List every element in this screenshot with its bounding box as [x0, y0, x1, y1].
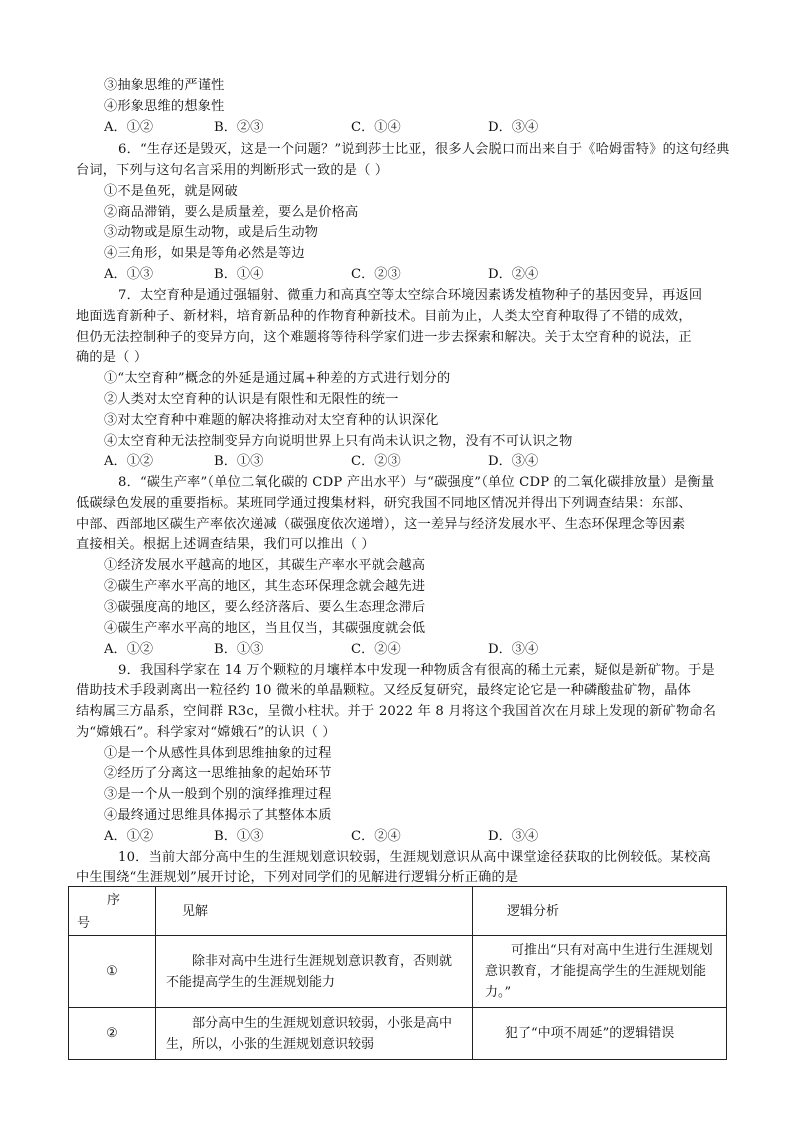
option-a: A．①② — [104, 120, 154, 135]
table-header-row — [69, 887, 727, 936]
header-no-cell — [69, 887, 156, 936]
row-number: ② — [69, 1008, 156, 1060]
item-line: ③动物或是原生动物，或是后生动物 — [104, 225, 319, 240]
question-9-stem: 借助技术手段剥离出一粒径约 10 微米的单晶颗粒。又经反复研究，最终定论它是一种磷酸盐矿物，晶体 — [76, 683, 692, 698]
header-view: 见解 — [182, 903, 209, 919]
table-row — [69, 936, 727, 1008]
question-8-stem: 直接相关。根据上述调查结果，我们可以推出（ ） — [76, 537, 375, 552]
question-8-stem: 中部、西部地区碳生产率依次递减（碳强度依次递增），这一差异与经济发展水平、生态环保理念等因素 — [76, 517, 686, 532]
question-7-stem: 7．太空育种是通过强辐射、微重力和高真空等太空综合环境因素诱发植物种子的基因变异，再返回 — [118, 288, 703, 303]
header-analysis: 逻辑分析 — [507, 903, 560, 919]
option-c: C．②④ — [351, 642, 401, 657]
item-line: ④形象思维的想象性 — [104, 99, 225, 114]
question-7-stem: 地面选育新种子、新材料，培育新品种的作物育种新技术。目前为止，人类太空育种取得了不错的成效， — [76, 309, 692, 324]
item-line: ④碳生产率水平高的地区，当且仅当，其碳强度就会低 — [104, 621, 426, 636]
option-c: C．②③ — [351, 267, 401, 282]
option-a: A．①② — [104, 829, 154, 844]
item-line: ③碳强度高的地区，要么经济落后、要么生态理念滞后 — [104, 600, 426, 615]
question-8-stem: 8．“碳生产率”（单位二氧化碳的 CDP 产出水平）与“碳强度”（单位 CDP 的二氧化碳排放量）是衡量 — [118, 475, 715, 490]
option-c: C．②③ — [351, 454, 401, 469]
option-d: D．③④ — [488, 829, 539, 844]
option-d: D．③④ — [488, 642, 539, 657]
option-b: B．①③ — [214, 829, 264, 844]
item-line: ③是一个从一般到个别的演绎推理过程 — [104, 787, 332, 802]
option-d: D．②④ — [488, 267, 539, 282]
item-line: ④最终通过思维具体揭示了其整体本质 — [104, 808, 332, 823]
item-line: ③抽象思维的严谨性 — [104, 78, 225, 93]
option-a: A．①② — [104, 454, 154, 469]
item-line: ②人类对太空育种的认识是有限性和无限性的统一 — [104, 392, 399, 407]
option-b: B．①④ — [214, 267, 264, 282]
row-view: 除非对高中生进行生涯规划意识教育，否则就不能提高学生的生涯规划能力 — [156, 936, 473, 1008]
question-6-stem: 台词，下列与这句名言采用的判断形式一致的是（ ） — [76, 163, 389, 178]
option-b: B．①③ — [214, 642, 264, 657]
item-line: ②碳生产率水平高的地区，其生态环保理念就会越先进 — [104, 579, 426, 594]
option-a: A．①② — [104, 642, 154, 657]
question-9-stem: 9．我国科学家在 14 万个颗粒的月壤样本中发现一种物质含有很高的稀土元素，疑似是新矿物。于是 — [118, 663, 715, 678]
row-view: 部分高中生的生涯规划意识较弱，小张是高中生，所以，小张的生涯规划意识较弱 — [156, 1008, 473, 1060]
item-line: ③对太空育种中难题的解决将推动对太空育种的认识深化 — [104, 413, 439, 428]
item-line: ①经济发展水平越高的地区，其碳生产率水平就会越高 — [104, 558, 426, 573]
header-no-bottom: 号 — [77, 916, 91, 931]
option-d: D．③④ — [488, 120, 539, 135]
item-line: ①不是鱼死，就是网破 — [104, 184, 238, 199]
question-8-stem: 低碳绿色发展的重要指标。某班同学通过搜集材料，研究我国不同地区情况并得出下列调查结果：东部、 — [76, 496, 692, 511]
item-line: ④三角形，如果是等角必然是等边 — [104, 246, 305, 261]
question-7-stem: 但仍无法控制种子的变异方向，这个难题将等待科学家们进一步去探索和解决。关于太空育种的说法，正 — [76, 330, 692, 345]
header-view-cell — [156, 887, 473, 936]
option-b: B．②③ — [214, 120, 264, 135]
question-9-stem: 为“嫦娥石”。科学家对“嫦娥石”的认识（ ） — [76, 725, 336, 740]
question-9-stem: 结构属三方晶系，空间群 R3c，呈微小柱状。并于 2022 年 8 月将这个我国首次在月球上发现的新矿物命名 — [76, 704, 717, 719]
option-c: C．①④ — [351, 120, 401, 135]
option-b: B．①③ — [214, 454, 264, 469]
row-analysis: 可推出“只有对高中生进行生涯规划意识教育，才能提高学生的生涯规划能力。” — [473, 936, 727, 1008]
option-c: C．②④ — [351, 829, 401, 844]
row-number: ① — [69, 936, 156, 1008]
question-6-stem: 6．“生存还是毁灭，这是一个问题？”说到莎士比亚，很多人会脱口而出来自于《哈姆雷特》的这句经典 — [118, 142, 730, 157]
logic-analysis-table — [68, 886, 727, 1060]
option-a: A．①③ — [104, 267, 154, 282]
table-row — [69, 1008, 727, 1060]
item-line: ①“太空育种”概念的外延是通过属+种差的方式进行划分的 — [104, 371, 451, 386]
question-7-stem: 确的是（ ） — [76, 350, 148, 365]
header-analysis-cell — [473, 887, 727, 936]
question-10-stem: 10．当前大部分高中生的生涯规划意识较弱，生涯规划意识从高中课堂途径获取的比例较低。某校高 — [118, 850, 711, 865]
item-line: ②经历了分离这一思维抽象的起始环节 — [104, 766, 332, 781]
row-analysis: 犯了“中项不周延”的逻辑错误 — [473, 1008, 727, 1060]
question-10-stem: 中生围绕“生涯规划”展开讨论，下列对同学们的见解进行逻辑分析正确的是 — [76, 870, 519, 885]
item-line: ①是一个从感性具体到思维抽象的过程 — [104, 746, 332, 761]
header-no-top: 序 — [107, 893, 121, 908]
option-d: D．③④ — [488, 454, 539, 469]
item-line: ②商品滞销，要么是质量差，要么是价格高 — [104, 205, 359, 220]
item-line: ④太空育种无法控制变异方向说明世界上只有尚未认识之物，没有不可认识之物 — [104, 434, 573, 449]
